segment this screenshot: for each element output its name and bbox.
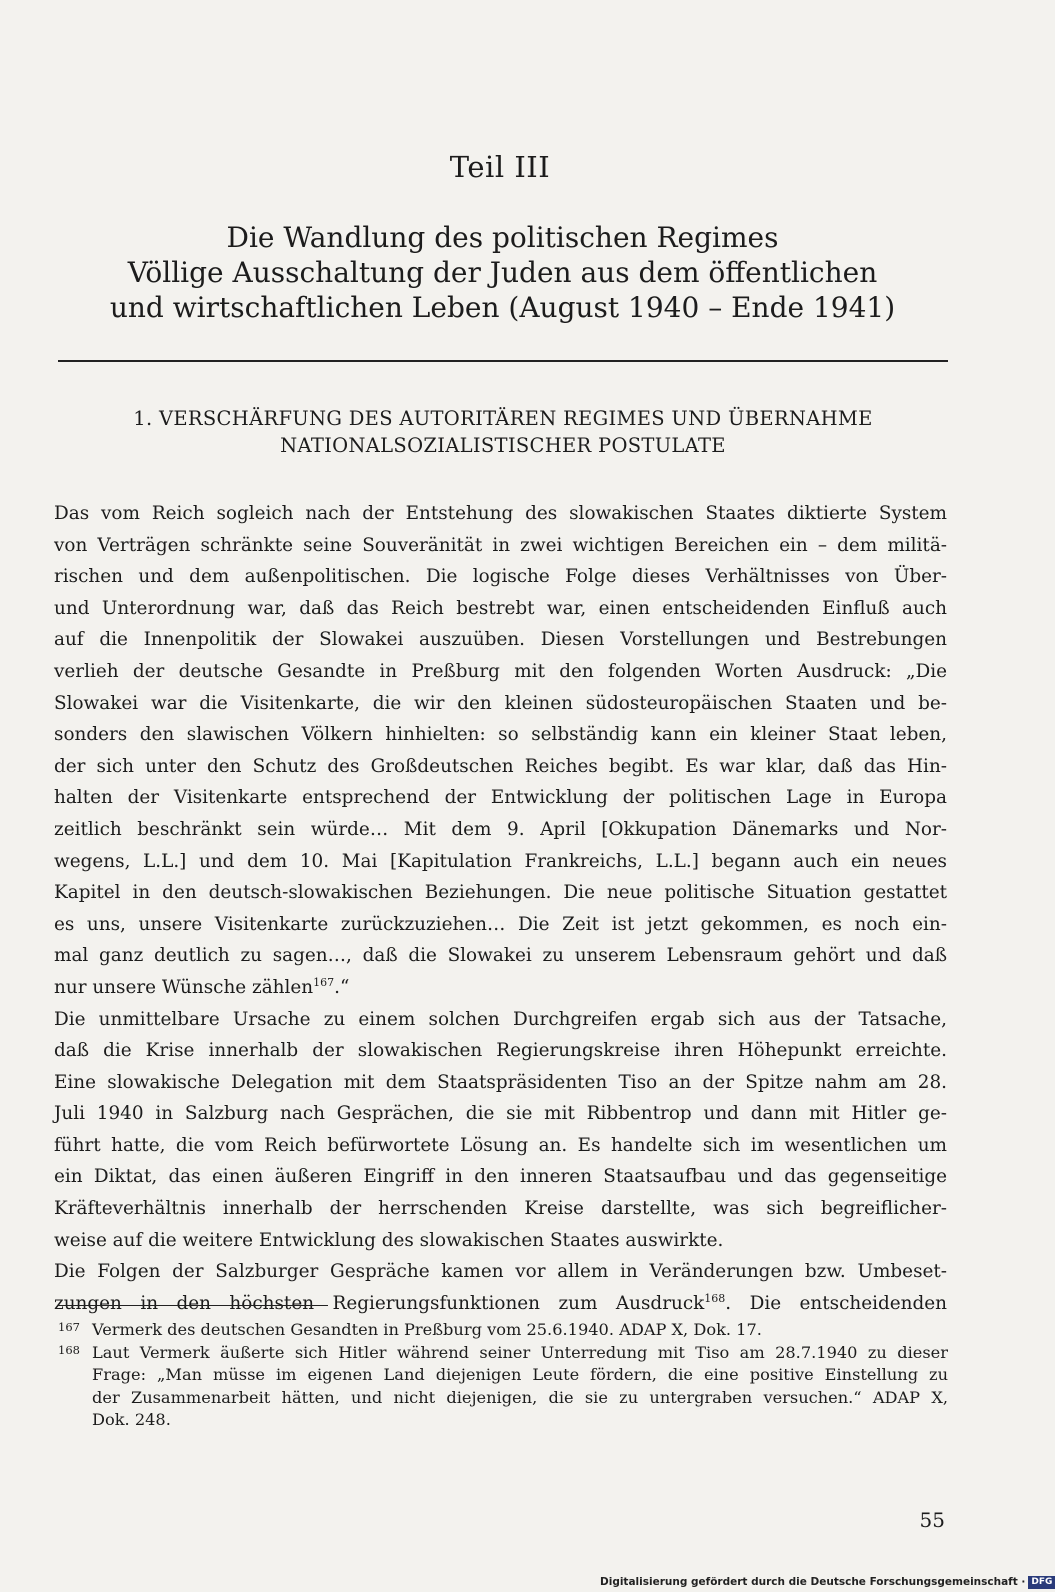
footnotes xyxy=(58,1319,948,1432)
text-line: daß die Krise innerhalb der slowakischen Regierungskreise ihren Höhepunkt erreichte. xyxy=(54,1040,947,1062)
chapter-title-line: Völlige Ausschaltung der Juden aus dem öffentlichen xyxy=(127,256,878,289)
text-line: Das vom Reich sogleich nach der Entstehung des slowakischen Staates diktierte System xyxy=(54,503,947,524)
text-line: auf die Innenpolitik der Slowakei auszuüben. Diesen Vorstellungen und Bestrebungen xyxy=(54,629,947,651)
text-line: Die unmittelbare Ursache zu einem solchen Durchgreifen ergab sich aus der Tatsache, xyxy=(54,1008,947,1030)
text-fragment: nur unsere Wünsche zählen xyxy=(54,976,314,998)
text-line: halten der Visitenkarte entsprechend der Entwicklung der politischen Lage in Europa xyxy=(54,787,947,809)
text-line: verlieh der deutsche Gesandte in Preßburg mit den folgenden Worten Ausdruck: „Die xyxy=(54,660,947,682)
text-fragment: . Die entscheidenden xyxy=(725,1292,948,1314)
footnote-line: der Zusammenarbeit hätten, und nicht diejenigen, die sie zu untergraben versuchen.“ ADAP X, xyxy=(92,1387,948,1407)
text-line: der sich unter den Schutz des Großdeutschen Reiches begibt. Es war klar, daß das Hin- xyxy=(54,755,947,777)
section-heading xyxy=(58,405,948,459)
text-fragment: .“ xyxy=(334,976,350,998)
text-fragment: zungen in den höchsten Regierungsfunktionen zum Ausdruck xyxy=(54,1292,705,1314)
footnote-line: Laut Vermerk äußerte sich Hitler während seiner Unterredung mit Tiso am 28.7.1940 zu dieser xyxy=(92,1342,948,1362)
footnote-ref-167[interactable]: 167 xyxy=(313,975,335,989)
text-line: wegens, L.L.] und dem 10. Mai [Kapitulation Frankreichs, L.L.] begann auch ein neues xyxy=(54,850,947,872)
footnote-divider xyxy=(58,1305,328,1306)
part-title: Teil III xyxy=(449,150,551,184)
footnote-line: Vermerk des deutschen Gesandten in Preßburg vom 25.6.1940. ADAP X, Dok. 17. xyxy=(92,1320,762,1339)
text-line: Juli 1940 in Salzburg nach Gesprächen, die sie mit Ribbentrop und dann mit Hitler ge- xyxy=(54,1103,947,1125)
text-line: ein Diktat, das einen äußeren Eingriff in den inneren Staatsaufbau und das gegenseitige xyxy=(54,1166,947,1188)
digitization-footer xyxy=(600,1573,1053,1592)
text-line: es uns, unsere Visitenkarte zurückzuziehen… Die Zeit ist jetzt gekommen, es noch ein- xyxy=(54,913,947,935)
text-line: Kapitel in den deutsch-slowakischen Beziehungen. Die neue politische Situation gestattet xyxy=(54,882,947,904)
footnote-168 xyxy=(58,1342,948,1432)
chapter-title xyxy=(55,220,950,325)
footnote-167 xyxy=(58,1319,948,1342)
text-line: Kräfteverhältnis innerhalb der herrschenden Kreise darstellte, was sich begreiflicher- xyxy=(54,1198,947,1220)
text-line: zeitlich beschränkt sein würde… Mit dem 9. April [Okkupation Dänemarks und Nor- xyxy=(54,818,947,840)
footnote-number: 168 xyxy=(58,1342,80,1357)
chapter-title-line: und wirtschaftlichen Leben (August 1940 – Ende 1941) xyxy=(109,291,896,324)
text-line: weise auf die weitere Entwicklung des slowakischen Staates auswirkte. xyxy=(54,1229,724,1251)
footnote-line: Frage: „Man müsse im eigenen Land diejenigen Leute fördern, die eine positive Einstellung zu xyxy=(92,1365,948,1384)
text-line: Die Folgen der Salzburger Gespräche kamen vor allem in Veränderungen bzw. Umbeset- xyxy=(54,1261,947,1283)
text-line: mal ganz deutlich zu sagen…, daß die Slowakei zu unserem Lebensraum gehört und daß xyxy=(54,945,947,967)
section-heading-line: 1. VERSCHÄRFUNG DES AUTORITÄREN REGIMES UND ÜBERNAHME xyxy=(133,407,873,430)
text-line xyxy=(54,972,947,1004)
text-line: von Verträgen schränkte seine Souveränität in zwei wichtigen Bereichen ein – dem militä- xyxy=(54,534,947,556)
text-line: sonders den slawischen Völkern hinhielten: so selbständig kann ein kleiner Staat leben, xyxy=(54,724,947,746)
footer-text: Digitalisierung gefördert durch die Deutsche Forschungsgemeinschaft · xyxy=(600,1576,1026,1588)
chapter-title-line: Die Wandlung des politischen Regimes xyxy=(226,221,779,254)
title-divider xyxy=(58,360,948,362)
footnote-ref-168[interactable]: 168 xyxy=(704,1291,726,1305)
text-line: und Unterordnung war, daß das Reich bestrebt war, einen entscheidenden Einfluß auch xyxy=(54,597,947,619)
footnote-number: 167 xyxy=(58,1320,80,1334)
dfg-logo: DFG xyxy=(1028,1576,1055,1589)
text-line: rischen und dem außenpolitischen. Die logische Folge dieses Verhältnisses von Über- xyxy=(54,566,947,588)
page-number: 55 xyxy=(919,1508,945,1532)
text-line: Eine slowakische Delegation mit dem Staatspräsidenten Tiso an der Spitze nahm am 28. xyxy=(54,1071,947,1093)
text-line: führt hatte, die vom Reich befürwortete Lösung an. Es handelte sich im wesentlichen um xyxy=(54,1134,947,1156)
footnote-line: Dok. 248. xyxy=(92,1410,171,1429)
text-line: Slowakei war die Visitenkarte, die wir den kleinen südosteuropäischen Staaten und be- xyxy=(54,692,947,714)
section-heading-line: NATIONALSOZIALISTISCHER POSTULATE xyxy=(280,434,726,457)
body-text xyxy=(54,498,947,1319)
text-line xyxy=(54,1288,947,1320)
